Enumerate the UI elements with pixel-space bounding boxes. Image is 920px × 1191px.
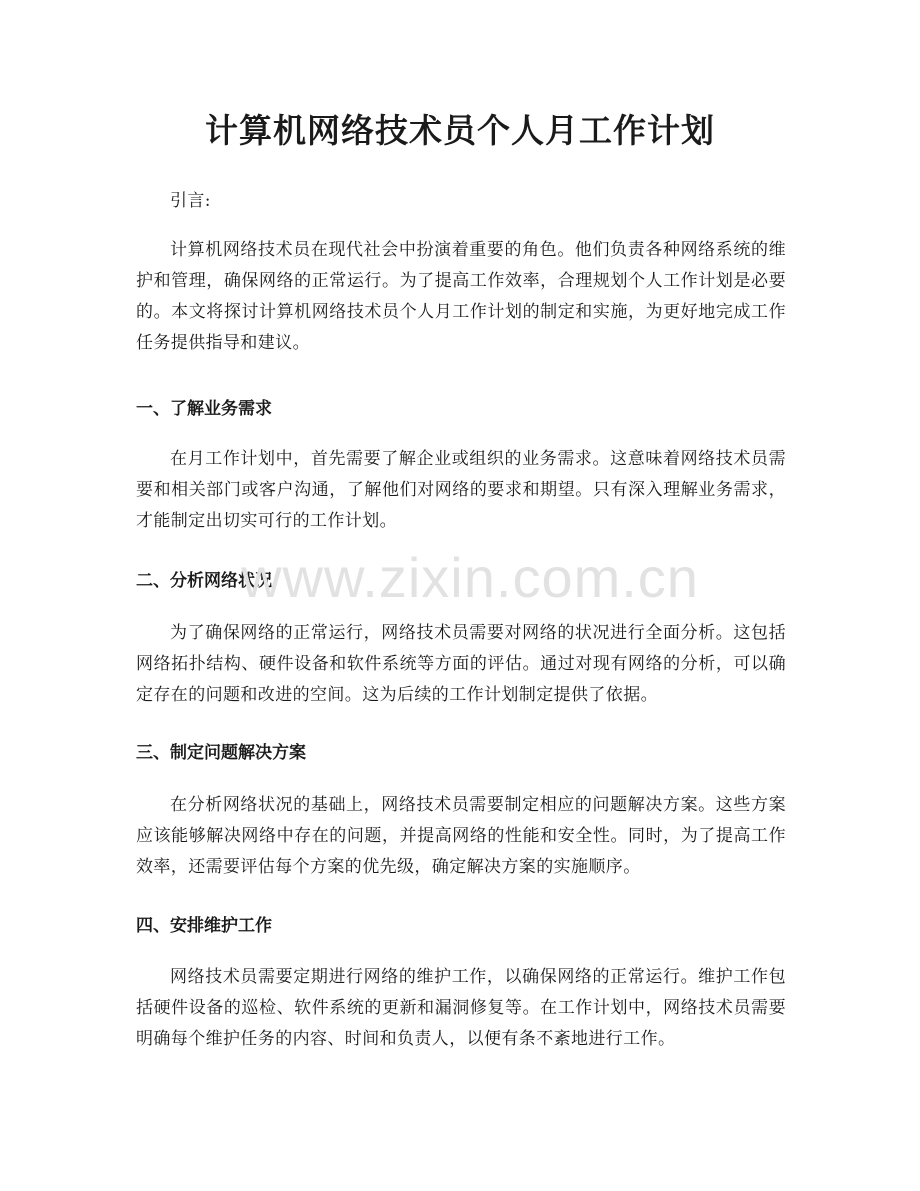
section-body-3: 在分析网络状况的基础上，网络技术员需要制定相应的问题解决方案。这些方案应该能够解决网络中存在的问题，并提高网络的性能和安全性。同时，为了提高工作效率，还需要评估每个方案的优先级，确定解决方案的实施顺序。 [136, 795, 786, 877]
document-title: 计算机网络技术员个人月工作计划 [205, 111, 715, 150]
watermark: www.zixin.com.cn [241, 546, 699, 609]
section-body-4: 网络技术员需要定期进行网络的维护工作，以确保网络的正常运行。维护工作包括硬件设备的巡检、软件系统的更新和漏洞修复等。在工作计划中，网络技术员需要明确每个维护任务的内容、时间和负责人，以便有条不紊地进行工作。 [136, 967, 786, 1049]
intro-label: 引言: [170, 191, 211, 211]
section-body-1: 在月工作计划中，首先需要了解企业或组织的业务需求。这意味着网络技术员需要和相关部门或客户沟通，了解他们对网络的要求和期望。只有深入理解业务需求，才能制定出切实可行的工作计划。 [136, 449, 786, 531]
section-heading-4: 四、安排维护工作 [136, 916, 272, 936]
intro-paragraph: 计算机网络技术员在现代社会中扮演着重要的角色。他们负责各种网络系统的维护和管理，确保网络的正常运行。为了提高工作效率，合理规划个人工作计划是必要的。本文将探讨计算机网络技术员个人月工作计划的制定和实施，为更好地完成工作任务提供指导和建议。 [136, 240, 786, 353]
section-heading-1: 一、了解业务需求 [136, 399, 272, 419]
section-body-2: 为了确保网络的正常运行，网络技术员需要对网络的状况进行全面分析。这包括网络拓扑结构、硬件设备和软件系统等方面的评估。通过对现有网络的分析，可以确定存在的问题和改进的空间。这为后续的工作计划制定提供了依据。 [136, 623, 786, 705]
section-heading-3: 三、制定问题解决方案 [136, 743, 306, 763]
section-heading-2: 二、分析网络状况 [136, 571, 272, 591]
